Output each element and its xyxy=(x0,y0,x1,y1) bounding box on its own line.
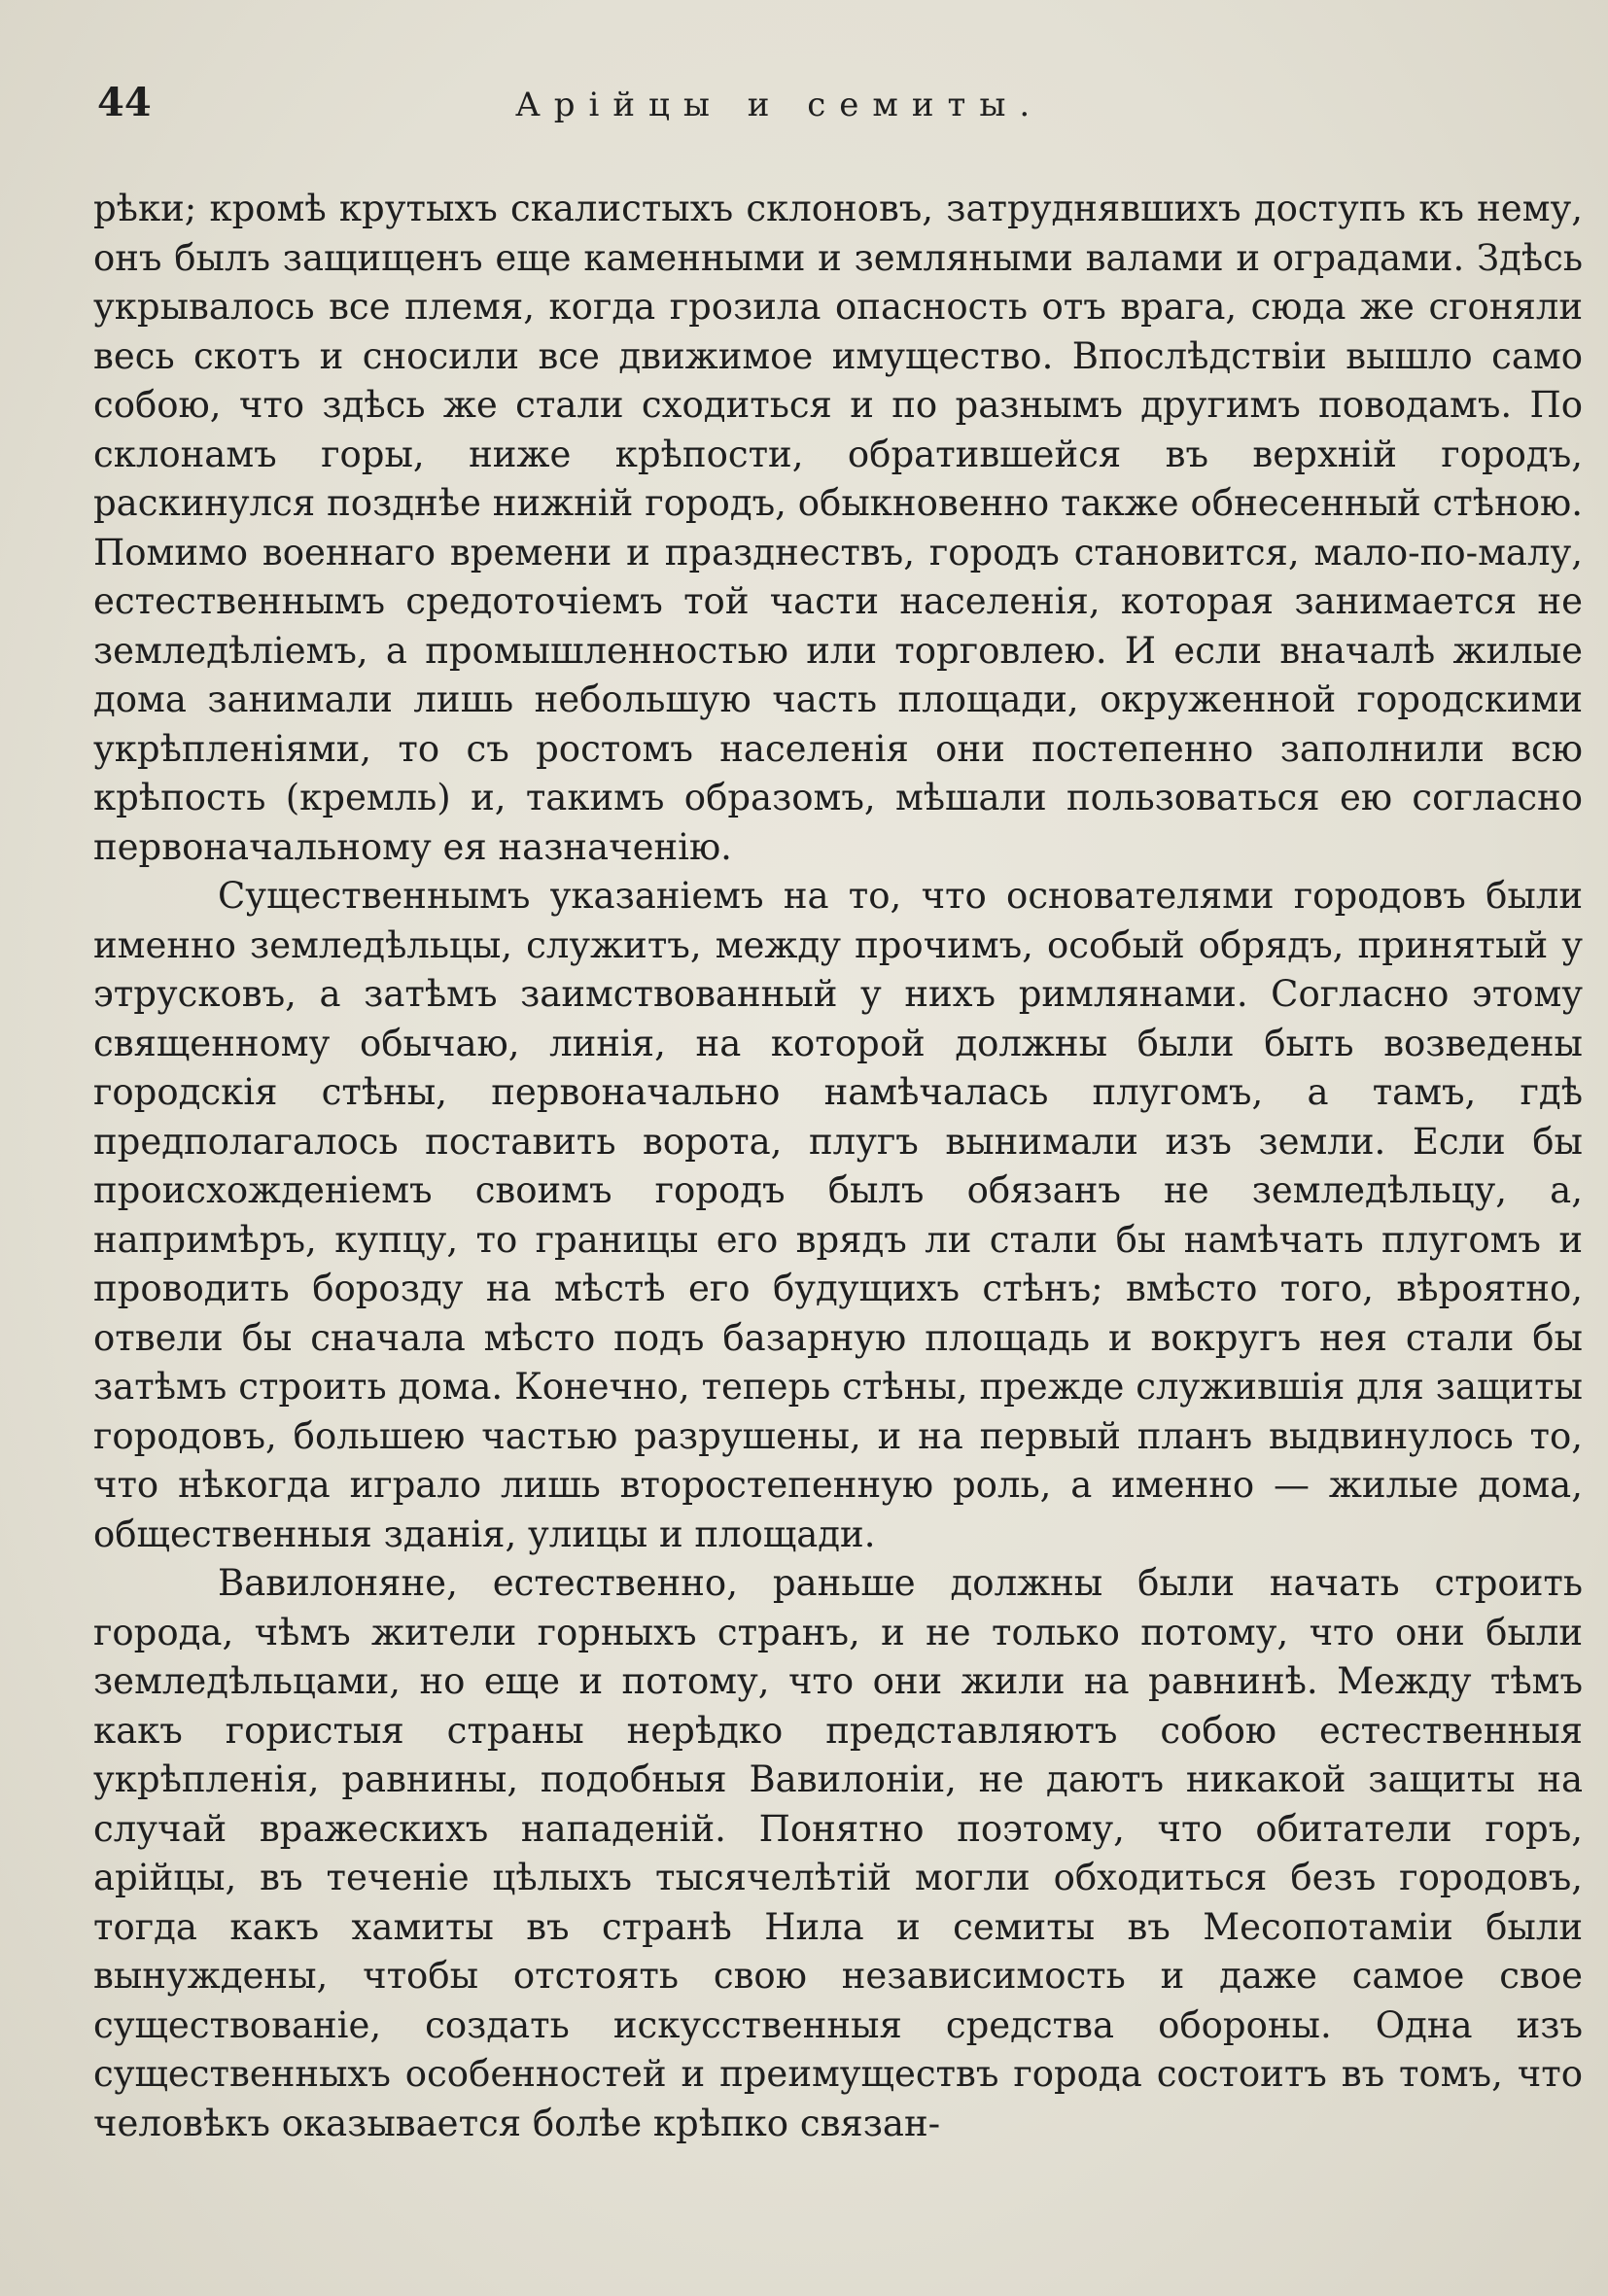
paragraph: Существеннымъ указаніемъ на то, что основателями городовъ были именно земледѣльцы, служитъ, между прочимъ, особый обрядъ, принятый у этрусковъ, а затѣмъ заимствованный у нихъ римлянами. Согласно этому священному обычаю, линія, на которой должны были быть возведены городскія стѣны, первоначально намѣчалась плугомъ, а тамъ, гдѣ предполагалось поставить ворота, плугъ вынимали изъ земли. Если бы происхожденіемъ своимъ городъ былъ обязанъ не земледѣльцу, а, напримѣръ, купцу, то границы его врядъ ли стали бы намѣчать плугомъ и проводить борозду на мѣстѣ его будущихъ стѣнъ; вмѣсто того, вѣроятно, отвели бы сначала мѣсто подъ базарную площадь и вокругъ нея стали бы затѣмъ строить дома. Конечно, теперь стѣны, прежде служившія для защиты городовъ, большею частью разрушены, и на первый планъ выдвинулось то, что нѣкогда играло лишь второстепенную роль, а именно — жилые дома, общественныя зданія, улицы и площади. xyxy=(93,875,1583,1555)
running-title: Арійцы и семиты. xyxy=(515,86,1044,124)
body-text xyxy=(93,185,1583,2148)
page-header xyxy=(97,80,1517,138)
paragraph: рѣки; кромѣ крутыхъ скалистыхъ склоновъ, затруднявшихъ доступъ къ нему, онъ былъ защищенъ еще каменными и земляными валами и оградами. Здѣсь укрывалось все племя, когда грозила опасность отъ врага, сюда же сгоняли весь скотъ и сносили все движимое имущество. Впослѣдствіи вышло само собою, что здѣсь же стали сходиться и по разнымъ другимъ поводамъ. По склонамъ горы, ниже крѣпости, обратившейся въ верхній городъ, раскинулся позднѣе нижній городъ, обыкновенно также обнесенный стѣною. Помимо военнаго времени и празднествъ, городъ становится, мало-по-малу, естественнымъ средоточіемъ той части населенія, которая занимается не земледѣліемъ, а промышленностью или торговлею. И если вначалѣ жилые дома занимали лишь небольшую часть площади, окруженной городскими укрѣпленіями, то съ ростомъ населенія они постепенно заполнили всю крѣпость (кремль) и, такимъ образомъ, мѣшали пользоваться ею согласно первоначальному ея назначенію. xyxy=(93,188,1583,868)
page-number: 44 xyxy=(97,80,152,125)
paragraph: Вавилоняне, естественно, раньше должны были начать строить города, чѣмъ жители горныхъ странъ, и не только потому, что они были земледѣльцами, но еще и потому, что они жили на равнинѣ. Между тѣмъ какъ гористыя страны нерѣдко представляютъ собою естественныя укрѣпленія, равнины, подобныя Вавилоніи, не даютъ никакой защиты на случай вражескихъ нападеній. Понятно поэтому, что обитатели горъ, арійцы, въ теченіе цѣлыхъ тысячелѣтій могли обходиться безъ городовъ, тогда какъ хамиты въ странѣ Нила и семиты въ Месопотаміи были вынуждены, чтобы отстоять свою независимость и даже самое свое существованіе, создать искусственныя средства обороны. Одна изъ существенныхъ особенностей и преимуществъ города состоитъ въ томъ, что человѣкъ оказывается болѣе крѣпко связан- xyxy=(93,1562,1583,2144)
